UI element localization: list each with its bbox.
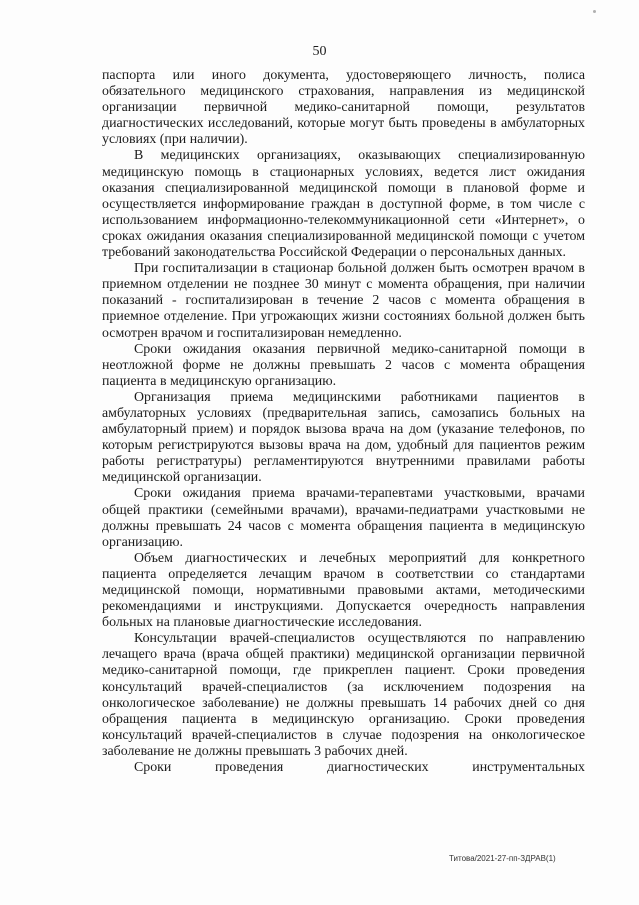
document-code: Титова/2021-27-пп-ЗДРАВ(1) xyxy=(449,854,556,863)
paragraph-hospitalization: При госпитализации в стационар больной должен быть осмотрен врачом в приемном отделении не позднее 30 минут с момента обращения, при наличии показаний - госпитализирован в течение 2 часов с момента обращения в приемное отделение. При угрожающих жизни состояниях больной должен быть осмотрен врачом и госпитализирован немедленно. xyxy=(102,261,585,341)
page-number: 50 xyxy=(312,44,327,59)
paragraph-urgent-care: Сроки ожидания оказания первичной медико-санитарной помощи в неотложной форме не должны превышать 2 часов с момента обращения пациента в медицинскую организацию. xyxy=(102,341,585,389)
paragraph-instrumental-diagnostics: Сроки проведения диагностических инструментальных xyxy=(134,760,585,776)
paragraph-waiting-list: В медицинских организациях, оказывающих специализированную медицинскую помощь в стационарных условиях, ведется лист ожидания оказания специализированной медицинской помощи в плановой форме и осуществляется информирование граждан в доступной форме, в том числе с использованием информационно-телекоммуникационной сети «Интернет», о сроках ожидания оказания специализированной медицинской помощи с учетом требований законодательства Российской Федерации о персональных данных. xyxy=(102,148,585,261)
paragraph-appointment-organization: Организация приема медицинскими работниками пациентов в амбулаторных условиях (предварительная запись, самозапись больных на амбулаторный прием) и порядок вызова врача на дом (указание телефонов, по которым регистрируются вызовы врача на дом, удобный для пациентов режим работы регистратуры) регламентируются внутренними правилами работы медицинской организации. xyxy=(102,389,585,486)
body-text xyxy=(102,68,585,776)
paragraph-continued: паспорта или иного документа, удостоверяющего личность, полиса обязательного медицинского страхования, направления из медицинской организации первичной медико-санитарной помощи, результатов диагностических исследований, которые могут быть проведены в амбулаторных условиях (при наличии). xyxy=(102,68,585,148)
scan-speck xyxy=(593,10,596,13)
paragraph-specialist-consultations: Консультации врачей-специалистов осуществляются по направлению лечащего врача (врача общей практики) медицинской организации первичной медико-санитарной помощи, где прикреплен пациент. Сроки проведения консультаций врачей-специалистов (за исключением подозрения на онкологическое заболевание) не должны превышать 14 рабочих дней со дня обращения пациента в медицинскую организацию. Сроки проведения консультаций врачей-специалистов в случае подозрения на онкологическое заболевание не должны превышать 3 рабочих дней. xyxy=(102,631,585,759)
paragraph-therapist-waiting: Сроки ожидания приема врачами-терапевтами участковыми, врачами общей практики (семейными врачами), врачами-педиатрами участковыми не должны превышать 24 часов с момента обращения пациента в медицинскую организацию. xyxy=(102,486,585,550)
paragraph-diagnostics-scope: Объем диагностических и лечебных мероприятий для конкретного пациента определяется лечащим врачом в соответствии со стандартами медицинской помощи, нормативными правовыми актами, методическими рекомендациями и инструкциями. Допускается очередность направления больных на плановые диагностические исследования. xyxy=(102,550,585,631)
